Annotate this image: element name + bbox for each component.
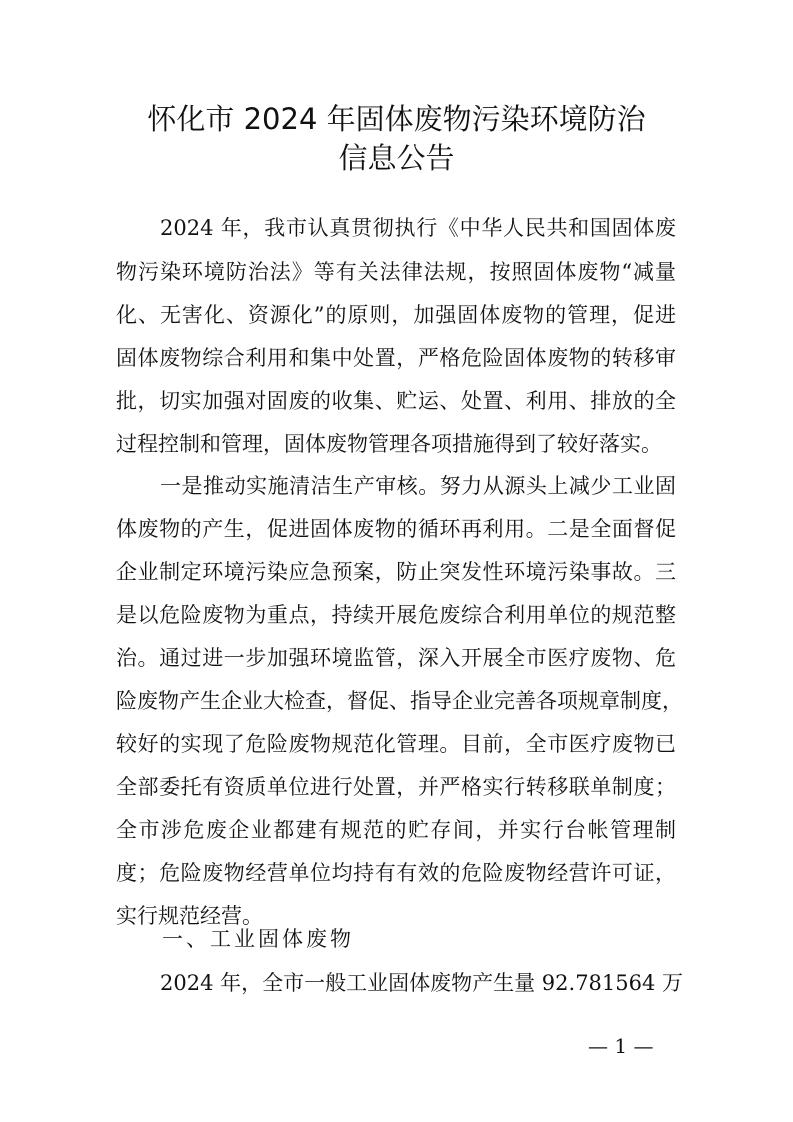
page-number: — 1 — xyxy=(588,1034,654,1058)
paragraph-2-line-10: 度；危险废物经营单位均持有有效的危险废物经营许可证， xyxy=(116,861,676,885)
paragraph-1-line-5: 批，切实加强对固废的收集、贮运、处置、利用、排放的全 xyxy=(116,389,676,413)
paragraph-2-line-6: 险废物产生企业大检查，督促、指导企业完善各项规章制度， xyxy=(116,689,683,713)
document-title-line-2: 信息公告 xyxy=(338,141,455,175)
paragraph-3-line-1: 2024 年，全市一般工业固体废物产生量 92.781564 万 xyxy=(160,971,684,995)
paragraph-2-line-5: 治。通过进一步加强环境监管，深入开展全市医疗废物、危 xyxy=(116,646,676,670)
paragraph-1-line-1: 2024 年，我市认真贯彻执行《中华人民共和国固体废 xyxy=(160,216,676,240)
paragraph-1-line-4: 固体废物综合利用和集中处置，严格危险固体废物的转移审 xyxy=(116,346,676,370)
paragraph-1-line-2: 物污染环境防治法》等有关法律法规，按照固体废物“减量 xyxy=(116,260,676,284)
paragraph-2-line-7: 较好的实现了危险废物规范化管理。目前，全市医疗废物已 xyxy=(116,732,676,756)
paragraph-2-line-1: 一是推动实施清洁生产审核。努力从源头上减少工业固 xyxy=(160,474,676,498)
paragraph-2-line-3: 企业制定环境污染应急预案，防止突发性环境污染事故。三 xyxy=(116,560,676,584)
paragraph-1-line-3: 化、无害化、资源化”的原则，加强固体废物的管理，促进 xyxy=(116,303,676,327)
paragraph-2-line-9: 全市涉危废企业都建有规范的贮存间，并实行台帐管理制 xyxy=(116,818,676,842)
paragraph-1-line-6: 过程控制和管理，固体废物管理各项措施得到了较好落实。 xyxy=(116,432,662,456)
paragraph-2-line-2: 体废物的产生，促进固体废物的循环再利用。二是全面督促 xyxy=(116,517,676,541)
paragraph-2-line-8: 全部委托有资质单位进行处置，并严格实行转移联单制度； xyxy=(116,775,676,799)
paragraph-2-line-11: 实行规范经营。 xyxy=(116,904,263,928)
section-heading: 一、工业固体废物 xyxy=(162,927,354,951)
paragraph-2-line-4: 是以危险废物为重点，持续开展危废综合利用单位的规范整 xyxy=(116,603,676,627)
document-title-line-1: 怀化市 2024 年固体废物污染环境防治 xyxy=(147,102,646,136)
